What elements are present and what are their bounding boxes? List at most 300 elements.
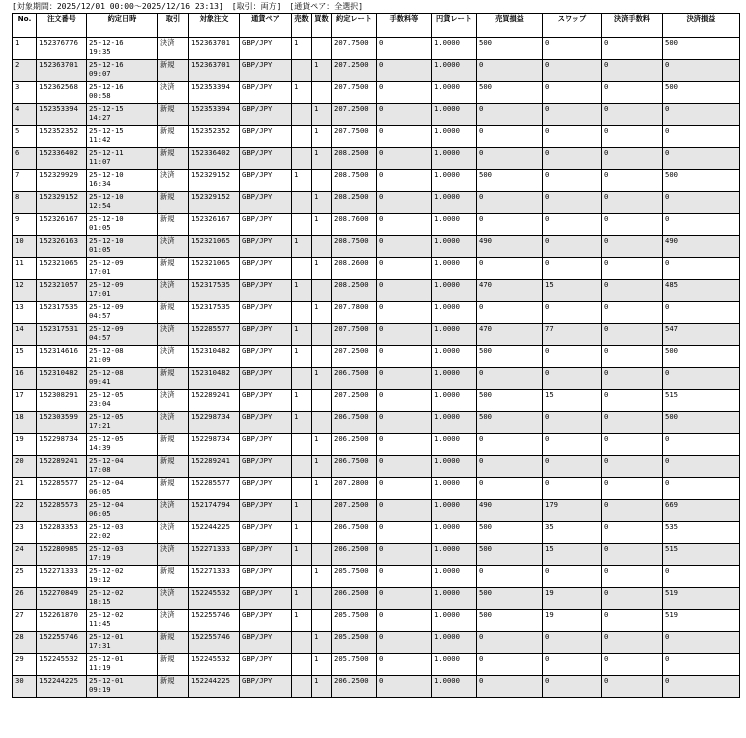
cell-fee: 0 <box>377 170 432 192</box>
cell-settle-fee: 0 <box>602 324 663 346</box>
cell-sell-qty <box>292 368 312 390</box>
cell-exec-rate: 206.2500 <box>332 544 377 566</box>
table-row <box>13 610 740 632</box>
cell-settle-pl: 519 <box>663 610 740 632</box>
cell-currency-pair: GBP/JPY <box>240 588 292 610</box>
cell-swap: 0 <box>543 60 602 82</box>
cell-fee: 0 <box>377 412 432 434</box>
cell-trade-pl: 490 <box>477 500 543 522</box>
cell-buy-qty <box>312 280 332 302</box>
cell-settle-pl: 0 <box>663 302 740 324</box>
cell-jpy-rate: 1.0000 <box>432 632 477 654</box>
cell-trade-type: 決済 <box>158 500 189 522</box>
cell-jpy-rate: 1.0000 <box>432 104 477 126</box>
cell-jpy-rate: 1.0000 <box>432 500 477 522</box>
cell-trade-pl: 0 <box>477 60 543 82</box>
cell-swap: 0 <box>543 104 602 126</box>
cell-sell-qty: 1 <box>292 500 312 522</box>
cell-order-id: 152261870 <box>37 610 87 632</box>
cell-no: 6 <box>13 148 37 170</box>
cell-exec-rate: 206.2500 <box>332 588 377 610</box>
cell-no: 17 <box>13 390 37 412</box>
cell-settle-fee: 0 <box>602 566 663 588</box>
cell-no: 7 <box>13 170 37 192</box>
cell-buy-qty <box>312 610 332 632</box>
cell-currency-pair: GBP/JPY <box>240 522 292 544</box>
cell-settle-fee: 0 <box>602 522 663 544</box>
cell-trade-type: 新規 <box>158 214 189 236</box>
cell-trade-pl: 0 <box>477 214 543 236</box>
cell-jpy-rate: 1.0000 <box>432 236 477 258</box>
cell-exec-time: 25-12-09 17:01 <box>87 258 158 280</box>
filter-summary: [対象期間：2025/12/01 00:00～2025/12/16 23:13] [取引：両方] [通貨ペア：全選択] <box>12 2 364 11</box>
cell-settle-pl: 500 <box>663 412 740 434</box>
cell-trade-type: 新規 <box>158 566 189 588</box>
cell-fee: 0 <box>377 390 432 412</box>
table-row <box>13 412 740 434</box>
cell-jpy-rate: 1.0000 <box>432 82 477 104</box>
cell-target-order: 152310482 <box>189 368 240 390</box>
cell-trade-type: 新規 <box>158 654 189 676</box>
cell-sell-qty: 1 <box>292 82 312 104</box>
cell-sell-qty: 1 <box>292 236 312 258</box>
cell-trade-type: 決済 <box>158 82 189 104</box>
cell-exec-time: 25-12-04 06:05 <box>87 500 158 522</box>
cell-buy-qty <box>312 412 332 434</box>
cell-fee: 0 <box>377 148 432 170</box>
cell-target-order: 152321065 <box>189 258 240 280</box>
table-row <box>13 654 740 676</box>
table-row <box>13 456 740 478</box>
cell-sell-qty: 1 <box>292 522 312 544</box>
cell-sell-qty <box>292 104 312 126</box>
cell-exec-time: 25-12-02 18:15 <box>87 588 158 610</box>
cell-exec-time: 25-12-05 23:04 <box>87 390 158 412</box>
table-row <box>13 280 740 302</box>
cell-buy-qty: 1 <box>312 126 332 148</box>
table-row <box>13 676 740 698</box>
cell-exec-time: 25-12-09 04:57 <box>87 302 158 324</box>
cell-trade-type: 決済 <box>158 280 189 302</box>
cell-no: 19 <box>13 434 37 456</box>
cell-trade-type: 決済 <box>158 390 189 412</box>
cell-no: 15 <box>13 346 37 368</box>
cell-exec-time: 25-12-10 16:34 <box>87 170 158 192</box>
cell-jpy-rate: 1.0000 <box>432 654 477 676</box>
cell-settle-fee: 0 <box>602 368 663 390</box>
cell-swap: 0 <box>543 632 602 654</box>
table-row <box>13 522 740 544</box>
cell-settle-pl: 547 <box>663 324 740 346</box>
cell-sell-qty <box>292 456 312 478</box>
cell-settle-pl: 0 <box>663 456 740 478</box>
cell-exec-time: 25-12-04 17:08 <box>87 456 158 478</box>
cell-buy-qty: 1 <box>312 214 332 236</box>
col-header-settle-fee: 決済手数料 <box>602 14 663 38</box>
cell-order-id: 152329152 <box>37 192 87 214</box>
cell-settle-pl: 0 <box>663 60 740 82</box>
cell-trade-pl: 470 <box>477 280 543 302</box>
cell-swap: 0 <box>543 456 602 478</box>
col-header-target-order: 対象注文 <box>189 14 240 38</box>
cell-settle-fee: 0 <box>602 236 663 258</box>
cell-no: 23 <box>13 522 37 544</box>
cell-settle-pl: 0 <box>663 214 740 236</box>
cell-exec-time: 25-12-05 17:21 <box>87 412 158 434</box>
cell-swap: 19 <box>543 588 602 610</box>
col-header-trade-pl: 売買損益 <box>477 14 543 38</box>
cell-order-id: 152310482 <box>37 368 87 390</box>
cell-currency-pair: GBP/JPY <box>240 456 292 478</box>
cell-fee: 0 <box>377 302 432 324</box>
cell-swap: 0 <box>543 170 602 192</box>
cell-fee: 0 <box>377 478 432 500</box>
cell-trade-type: 決済 <box>158 38 189 60</box>
table-row <box>13 236 740 258</box>
cell-target-order: 152271333 <box>189 544 240 566</box>
cell-order-id: 152285577 <box>37 478 87 500</box>
cell-buy-qty: 1 <box>312 434 332 456</box>
cell-jpy-rate: 1.0000 <box>432 412 477 434</box>
cell-jpy-rate: 1.0000 <box>432 544 477 566</box>
cell-order-id: 152326163 <box>37 236 87 258</box>
cell-jpy-rate: 1.0000 <box>432 192 477 214</box>
cell-settle-pl: 0 <box>663 368 740 390</box>
cell-exec-rate: 207.7500 <box>332 324 377 346</box>
cell-trade-pl: 0 <box>477 566 543 588</box>
cell-fee: 0 <box>377 104 432 126</box>
cell-sell-qty: 1 <box>292 38 312 60</box>
cell-trade-type: 決済 <box>158 412 189 434</box>
cell-buy-qty: 1 <box>312 478 332 500</box>
cell-buy-qty: 1 <box>312 368 332 390</box>
cell-currency-pair: GBP/JPY <box>240 654 292 676</box>
cell-trade-pl: 500 <box>477 390 543 412</box>
table-row <box>13 214 740 236</box>
cell-fee: 0 <box>377 522 432 544</box>
cell-order-id: 152289241 <box>37 456 87 478</box>
cell-settle-pl: 490 <box>663 236 740 258</box>
cell-fee: 0 <box>377 60 432 82</box>
cell-currency-pair: GBP/JPY <box>240 346 292 368</box>
cell-swap: 15 <box>543 280 602 302</box>
cell-jpy-rate: 1.0000 <box>432 148 477 170</box>
cell-exec-time: 25-12-02 11:45 <box>87 610 158 632</box>
cell-settle-fee: 0 <box>602 126 663 148</box>
cell-exec-rate: 208.2600 <box>332 258 377 280</box>
cell-fee: 0 <box>377 434 432 456</box>
cell-trade-pl: 0 <box>477 478 543 500</box>
cell-trade-pl: 500 <box>477 588 543 610</box>
cell-sell-qty <box>292 676 312 698</box>
cell-currency-pair: GBP/JPY <box>240 236 292 258</box>
cell-settle-fee: 0 <box>602 676 663 698</box>
cell-no: 22 <box>13 500 37 522</box>
cell-sell-qty <box>292 478 312 500</box>
cell-settle-fee: 0 <box>602 302 663 324</box>
cell-currency-pair: GBP/JPY <box>240 676 292 698</box>
cell-order-id: 152245532 <box>37 654 87 676</box>
cell-no: 8 <box>13 192 37 214</box>
cell-buy-qty <box>312 346 332 368</box>
cell-trade-pl: 0 <box>477 192 543 214</box>
cell-settle-pl: 0 <box>663 148 740 170</box>
cell-trade-type: 新規 <box>158 478 189 500</box>
cell-target-order: 152298734 <box>189 434 240 456</box>
cell-exec-rate: 207.2500 <box>332 500 377 522</box>
cell-buy-qty <box>312 390 332 412</box>
cell-sell-qty: 1 <box>292 280 312 302</box>
cell-fee: 0 <box>377 500 432 522</box>
cell-swap: 0 <box>543 236 602 258</box>
cell-swap: 0 <box>543 82 602 104</box>
cell-trade-type: 新規 <box>158 368 189 390</box>
cell-buy-qty: 1 <box>312 302 332 324</box>
cell-trade-pl: 500 <box>477 522 543 544</box>
cell-sell-qty: 1 <box>292 346 312 368</box>
cell-no: 30 <box>13 676 37 698</box>
cell-settle-fee: 0 <box>602 60 663 82</box>
cell-currency-pair: GBP/JPY <box>240 412 292 434</box>
cell-order-id: 152363701 <box>37 60 87 82</box>
cell-target-order: 152321065 <box>189 236 240 258</box>
cell-currency-pair: GBP/JPY <box>240 500 292 522</box>
cell-sell-qty <box>292 302 312 324</box>
cell-exec-time: 25-12-09 17:01 <box>87 280 158 302</box>
col-header-jpy-rate: 円貨レート <box>432 14 477 38</box>
cell-jpy-rate: 1.0000 <box>432 214 477 236</box>
table-row <box>13 434 740 456</box>
cell-sell-qty: 1 <box>292 588 312 610</box>
cell-exec-time: 25-12-03 17:19 <box>87 544 158 566</box>
cell-target-order: 152255746 <box>189 632 240 654</box>
cell-exec-rate: 205.7500 <box>332 566 377 588</box>
cell-no: 27 <box>13 610 37 632</box>
cell-currency-pair: GBP/JPY <box>240 566 292 588</box>
cell-exec-time: 25-12-08 09:41 <box>87 368 158 390</box>
cell-trade-pl: 500 <box>477 38 543 60</box>
cell-target-order: 152285577 <box>189 478 240 500</box>
cell-buy-qty: 1 <box>312 676 332 698</box>
cell-fee: 0 <box>377 632 432 654</box>
cell-target-order: 152329152 <box>189 170 240 192</box>
cell-trade-pl: 500 <box>477 544 543 566</box>
cell-jpy-rate: 1.0000 <box>432 170 477 192</box>
cell-currency-pair: GBP/JPY <box>240 126 292 148</box>
cell-jpy-rate: 1.0000 <box>432 588 477 610</box>
cell-order-id: 152270849 <box>37 588 87 610</box>
cell-trade-pl: 500 <box>477 610 543 632</box>
cell-settle-fee: 0 <box>602 214 663 236</box>
cell-buy-qty <box>312 588 332 610</box>
header-row <box>13 14 740 38</box>
cell-order-id: 152308291 <box>37 390 87 412</box>
cell-swap: 0 <box>543 192 602 214</box>
cell-sell-qty <box>292 126 312 148</box>
cell-fee: 0 <box>377 38 432 60</box>
cell-trade-type: 決済 <box>158 346 189 368</box>
table-row <box>13 324 740 346</box>
cell-trade-pl: 500 <box>477 412 543 434</box>
cell-order-id: 152326167 <box>37 214 87 236</box>
cell-no: 11 <box>13 258 37 280</box>
cell-target-order: 152363701 <box>189 38 240 60</box>
cell-buy-qty <box>312 170 332 192</box>
cell-no: 10 <box>13 236 37 258</box>
table-row <box>13 148 740 170</box>
cell-order-id: 152376776 <box>37 38 87 60</box>
cell-settle-pl: 0 <box>663 654 740 676</box>
cell-exec-rate: 207.7800 <box>332 302 377 324</box>
cell-order-id: 152244225 <box>37 676 87 698</box>
cell-buy-qty: 1 <box>312 192 332 214</box>
cell-sell-qty <box>292 214 312 236</box>
cell-exec-time: 25-12-10 01:05 <box>87 214 158 236</box>
cell-trade-pl: 0 <box>477 104 543 126</box>
cell-swap: 0 <box>543 368 602 390</box>
cell-buy-qty <box>312 522 332 544</box>
cell-settle-pl: 0 <box>663 566 740 588</box>
cell-currency-pair: GBP/JPY <box>240 38 292 60</box>
cell-settle-fee: 0 <box>602 38 663 60</box>
cell-no: 24 <box>13 544 37 566</box>
cell-sell-qty: 1 <box>292 610 312 632</box>
table-row <box>13 82 740 104</box>
cell-currency-pair: GBP/JPY <box>240 434 292 456</box>
cell-settle-fee: 0 <box>602 632 663 654</box>
cell-exec-time: 25-12-09 04:57 <box>87 324 158 346</box>
cell-settle-pl: 519 <box>663 588 740 610</box>
cell-sell-qty <box>292 632 312 654</box>
cell-exec-time: 25-12-15 14:27 <box>87 104 158 126</box>
cell-swap: 15 <box>543 390 602 412</box>
cell-exec-time: 25-12-16 00:58 <box>87 82 158 104</box>
cell-fee: 0 <box>377 456 432 478</box>
cell-exec-time: 25-12-02 19:12 <box>87 566 158 588</box>
cell-trade-pl: 0 <box>477 368 543 390</box>
table-row <box>13 170 740 192</box>
cell-order-id: 152285573 <box>37 500 87 522</box>
cell-no: 2 <box>13 60 37 82</box>
table-row <box>13 544 740 566</box>
cell-jpy-rate: 1.0000 <box>432 610 477 632</box>
cell-target-order: 152317535 <box>189 280 240 302</box>
cell-currency-pair: GBP/JPY <box>240 302 292 324</box>
cell-fee: 0 <box>377 236 432 258</box>
cell-buy-qty <box>312 544 332 566</box>
cell-swap: 0 <box>543 148 602 170</box>
cell-currency-pair: GBP/JPY <box>240 104 292 126</box>
cell-trade-type: 決済 <box>158 522 189 544</box>
cell-fee: 0 <box>377 192 432 214</box>
cell-fee: 0 <box>377 610 432 632</box>
table-row <box>13 346 740 368</box>
cell-exec-rate: 206.7500 <box>332 412 377 434</box>
cell-jpy-rate: 1.0000 <box>432 324 477 346</box>
cell-swap: 19 <box>543 610 602 632</box>
cell-settle-fee: 0 <box>602 456 663 478</box>
cell-trade-pl: 0 <box>477 148 543 170</box>
cell-sell-qty <box>292 192 312 214</box>
cell-target-order: 152353394 <box>189 104 240 126</box>
cell-fee: 0 <box>377 258 432 280</box>
table-row <box>13 588 740 610</box>
cell-buy-qty: 1 <box>312 654 332 676</box>
cell-exec-rate: 208.7500 <box>332 236 377 258</box>
cell-trade-type: 新規 <box>158 192 189 214</box>
cell-exec-rate: 208.2500 <box>332 192 377 214</box>
cell-trade-type: 新規 <box>158 676 189 698</box>
cell-order-id: 152329929 <box>37 170 87 192</box>
cell-buy-qty <box>312 236 332 258</box>
cell-exec-rate: 208.2500 <box>332 148 377 170</box>
cell-fee: 0 <box>377 346 432 368</box>
cell-settle-pl: 515 <box>663 544 740 566</box>
cell-jpy-rate: 1.0000 <box>432 280 477 302</box>
table-row <box>13 192 740 214</box>
cell-no: 13 <box>13 302 37 324</box>
cell-trade-pl: 500 <box>477 346 543 368</box>
cell-exec-time: 25-12-15 11:42 <box>87 126 158 148</box>
cell-settle-pl: 0 <box>663 258 740 280</box>
cell-swap: 0 <box>543 566 602 588</box>
cell-settle-pl: 0 <box>663 676 740 698</box>
cell-swap: 77 <box>543 324 602 346</box>
cell-currency-pair: GBP/JPY <box>240 632 292 654</box>
cell-exec-rate: 207.2500 <box>332 60 377 82</box>
table-row <box>13 390 740 412</box>
cell-swap: 0 <box>543 346 602 368</box>
cell-settle-fee: 0 <box>602 390 663 412</box>
cell-order-id: 152283353 <box>37 522 87 544</box>
cell-settle-pl: 535 <box>663 522 740 544</box>
table-row <box>13 632 740 654</box>
cell-no: 4 <box>13 104 37 126</box>
cell-currency-pair: GBP/JPY <box>240 368 292 390</box>
col-header-fee: 手数料等 <box>377 14 432 38</box>
cell-trade-type: 新規 <box>158 302 189 324</box>
cell-swap: 0 <box>543 676 602 698</box>
cell-order-id: 152303599 <box>37 412 87 434</box>
cell-trade-pl: 0 <box>477 676 543 698</box>
col-header-trade-type: 取引 <box>158 14 189 38</box>
cell-exec-rate: 206.2500 <box>332 676 377 698</box>
cell-buy-qty: 1 <box>312 632 332 654</box>
cell-trade-type: 決済 <box>158 236 189 258</box>
cell-exec-rate: 207.7500 <box>332 38 377 60</box>
cell-exec-time: 25-12-04 06:05 <box>87 478 158 500</box>
cell-exec-rate: 207.2500 <box>332 390 377 412</box>
cell-currency-pair: GBP/JPY <box>240 214 292 236</box>
col-header-exec-time: 約定日時 <box>87 14 158 38</box>
cell-jpy-rate: 1.0000 <box>432 258 477 280</box>
cell-fee: 0 <box>377 676 432 698</box>
cell-settle-pl: 0 <box>663 478 740 500</box>
cell-swap: 179 <box>543 500 602 522</box>
col-header-no: No. <box>13 14 37 38</box>
cell-no: 16 <box>13 368 37 390</box>
cell-swap: 35 <box>543 522 602 544</box>
cell-exec-rate: 207.7500 <box>332 82 377 104</box>
cell-buy-qty <box>312 324 332 346</box>
cell-settle-fee: 0 <box>602 192 663 214</box>
cell-settle-fee: 0 <box>602 478 663 500</box>
cell-sell-qty <box>292 148 312 170</box>
table-body <box>13 38 740 698</box>
cell-order-id: 152317531 <box>37 324 87 346</box>
cell-order-id: 152362568 <box>37 82 87 104</box>
cell-trade-pl: 470 <box>477 324 543 346</box>
